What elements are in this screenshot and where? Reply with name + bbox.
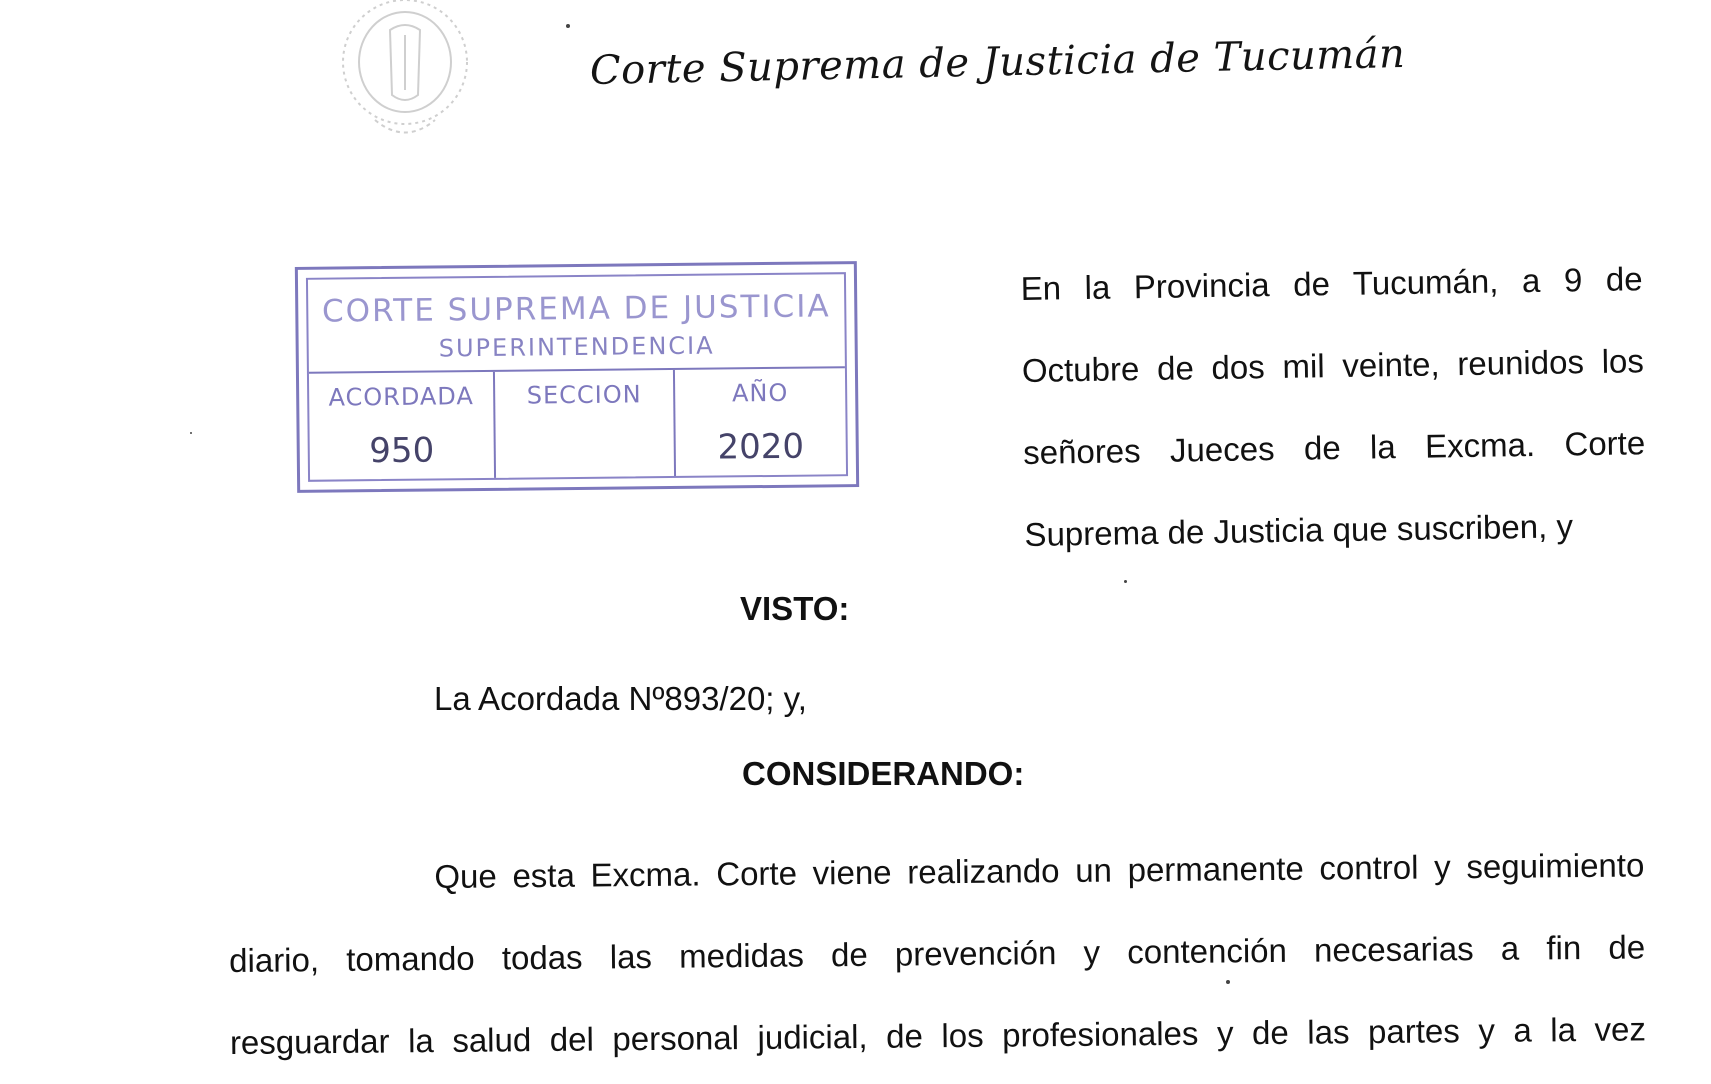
stamp-column-label: AÑO [731,378,789,408]
intro-paragraph [1020,238,1647,576]
stamp-column-label: SECCION [526,380,642,410]
stamp-column-label: ACORDADA [328,382,474,412]
stamp-title: CORTE SUPREMA DE JUSTICIA [321,288,831,330]
stamp-column-value: 2020 [717,426,805,468]
visto-text: La Acordada Nº893/20; y, [434,680,807,717]
stamp-column-acordada [309,372,496,480]
stamp-frame [306,272,848,482]
scan-speck [1226,980,1230,984]
considerando-heading: CONSIDERANDO: [742,755,1025,792]
visto-heading: VISTO: [740,590,850,627]
intro-line: Octubre de dos mil veinte, reunidos los [1021,342,1645,389]
scan-speck [190,432,192,434]
stamp-column-value: 950 [369,430,435,472]
considerando-line: resguardar la salud del personal judicial, de los profesionales y de las partes y a la vez [229,1010,1647,1061]
intro-line: En la Provincia de Tucumán, a 9 de [1020,260,1643,307]
considerando-paragraph [228,824,1646,1084]
stamp-column-value [496,428,674,430]
scan-speck [1124,580,1127,583]
stamp-column-seccion [495,370,676,478]
letterhead-title: Corte Suprema de Justicia de Tucumán [589,30,1406,94]
superintendencia-stamp [295,261,859,493]
stamp-column-anio [675,368,846,476]
embossed-seal-icon [330,0,480,160]
intro-line: señores Jueces de la Excma. Corte [1022,424,1646,471]
stamp-subtitle: SUPERINTENDENCIA [438,331,715,363]
scan-speck [566,24,570,28]
considerando-line: diario, tomando todas las medidas de prevención y contención necesarias a fin de [228,928,1646,979]
intro-line: Suprema de Justicia que suscriben, y [1024,507,1574,553]
considerando-line: Que esta Excma. Corte viene realizando un permanente control y seguimiento [434,846,1645,896]
